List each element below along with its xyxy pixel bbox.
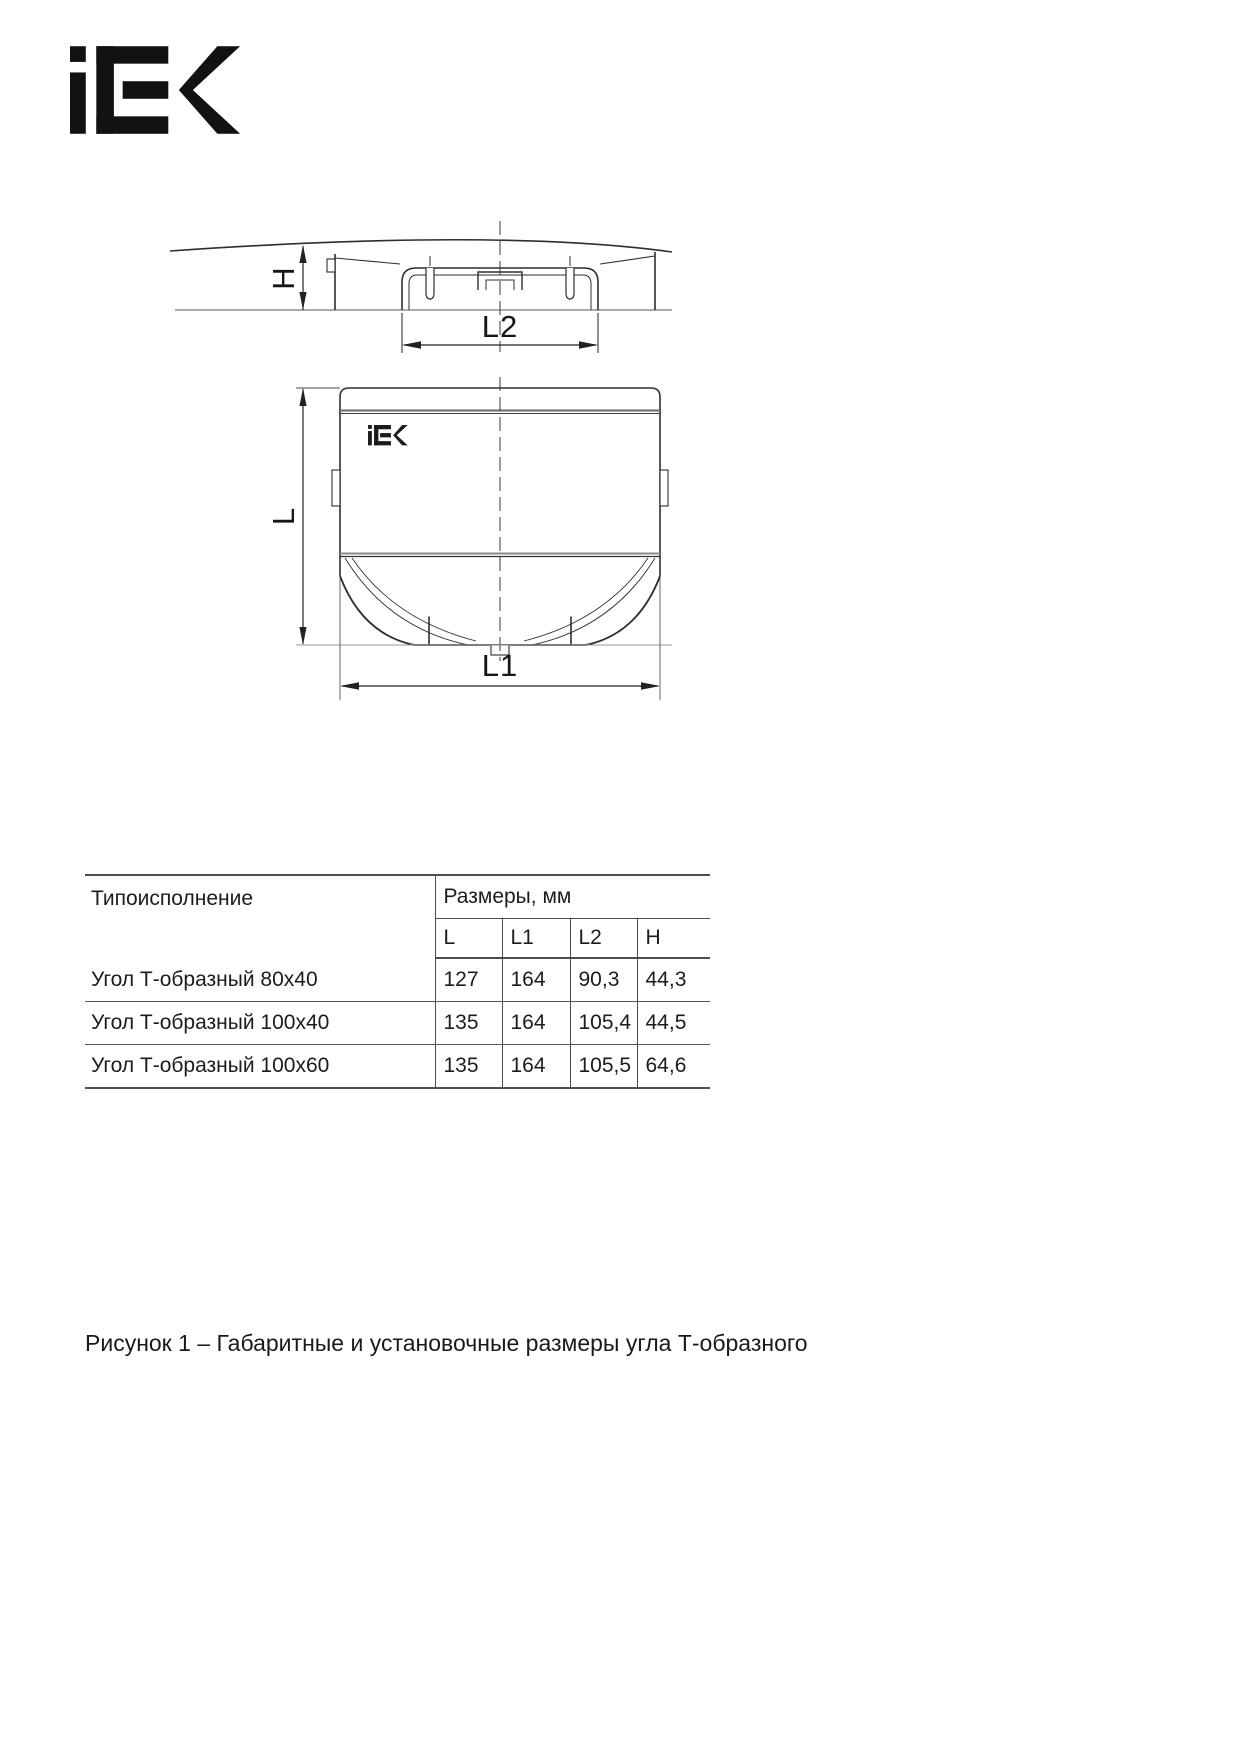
figure-caption: Рисунок 1 – Габаритные и установочные размеры угла Т-образного [85,1330,808,1356]
side-tab [332,470,340,506]
table-header-type: Типоисполнение [91,887,254,910]
cell-type-name: Угол Т-образный 80х40 [91,967,318,991]
cell-l2: 90,3 [570,958,637,1002]
cell-type-name: Угол Т-образный 100х60 [91,1054,330,1077]
side-tab [327,259,335,272]
side-tab [660,470,668,506]
table-row [85,958,710,1002]
cell-l2: 105,5 [570,1045,637,1089]
cell-l1: 164 [502,958,570,1002]
table-header-sizes: Размеры, мм [435,875,710,919]
branch-fillet [340,576,414,645]
table-subheader-l2: L2 [570,919,637,959]
dim-label-l1: L1 [481,648,519,683]
cell-l: 135 [435,1045,502,1089]
table-subheader-l1: L1 [502,919,570,959]
lid-top-outline [170,240,672,252]
dim-label-l: L [266,506,301,526]
latch-pin [566,256,574,299]
cell-type-name: Угол Т-образный 100х40 [91,1011,330,1034]
table-header-row [85,875,710,919]
side-view-drawing [170,221,672,352]
cell-l: 127 [435,958,502,1002]
table-subheader-l: L [435,919,502,959]
latch-pin [426,256,434,299]
cell-l1: 164 [502,1045,570,1089]
iek-logo-small [368,425,408,445]
cell-l2: 105,4 [570,1002,637,1045]
cell-h: 44,5 [637,1002,710,1045]
cell-l1: 164 [502,1002,570,1045]
dimension-l1 [340,682,660,690]
cell-h: 44,3 [637,958,710,1002]
cell-l: 135 [435,1002,502,1045]
table-row [85,1002,710,1045]
dim-label-h: H [266,266,301,290]
table-subheader-h: H [637,919,710,959]
dim-label-l2: L2 [481,309,519,344]
iek-logo [70,46,242,134]
branch-fillet [586,576,660,645]
table-row [85,1045,710,1089]
cell-h: 64,6 [637,1045,710,1089]
dimensions-table [85,874,710,1089]
